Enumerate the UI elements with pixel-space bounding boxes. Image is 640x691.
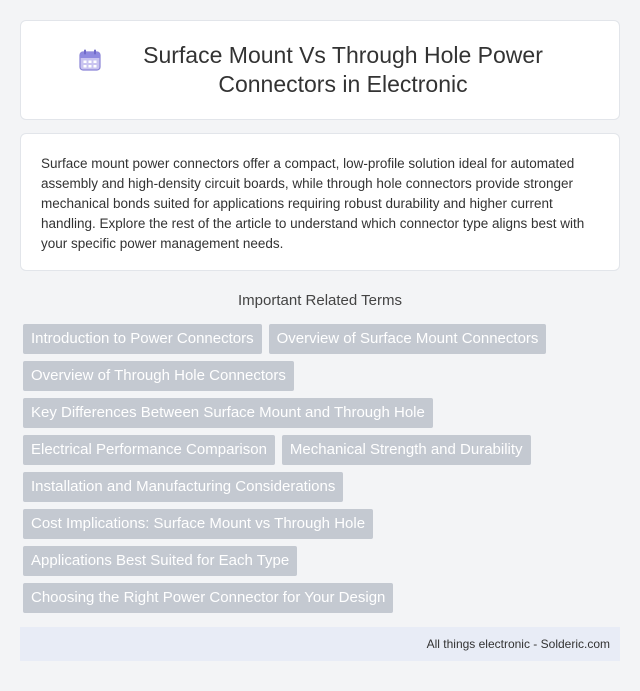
tag-row (23, 509, 623, 539)
related-term-tag[interactable]: Overview of Surface Mount Connectors (269, 324, 547, 354)
related-term-tag[interactable]: Overview of Through Hole Connectors (23, 361, 294, 391)
tag-row (23, 324, 623, 354)
related-term-tag[interactable]: Mechanical Strength and Durability (282, 435, 531, 465)
related-term-tag[interactable]: Introduction to Power Connectors (23, 324, 262, 354)
tag-row (23, 398, 623, 428)
tag-row (23, 546, 623, 576)
related-term-tag[interactable]: Electrical Performance Comparison (23, 435, 275, 465)
calendar-icon (77, 47, 103, 73)
tag-row (23, 583, 623, 613)
summary-text: Surface mount power connectors offer a compact, low-profile solution ideal for automated assembly and high-density circuit boards, while through hole connectors provide stronger mechanical bonds suited for applications requiring robust durability and higher current handling. Explore the rest of the article to understand which connector type aligns best with your specific power management needs. (41, 156, 585, 251)
related-terms-list (23, 324, 623, 620)
summary-card (20, 133, 620, 271)
tag-row (23, 361, 623, 391)
footer (20, 627, 620, 661)
related-term-tag[interactable]: Installation and Manufacturing Considerations (23, 472, 343, 502)
related-term-tag[interactable]: Applications Best Suited for Each Type (23, 546, 297, 576)
tag-row (23, 435, 623, 465)
tag-row (23, 472, 623, 502)
related-terms-heading: Important Related Terms (238, 292, 402, 309)
related-term-tag[interactable]: Cost Implications: Surface Mount vs Through Hole (23, 509, 373, 539)
footer-credit: All things electronic - Solderic.com (426, 637, 610, 651)
title-card (20, 20, 620, 120)
page-title: Surface Mount Vs Through Hole Power Connectors in Electronic (143, 42, 543, 97)
related-term-tag[interactable]: Key Differences Between Surface Mount and Through Hole (23, 398, 433, 428)
related-term-tag[interactable]: Choosing the Right Power Connector for Your Design (23, 583, 393, 613)
title-inner (77, 41, 563, 99)
